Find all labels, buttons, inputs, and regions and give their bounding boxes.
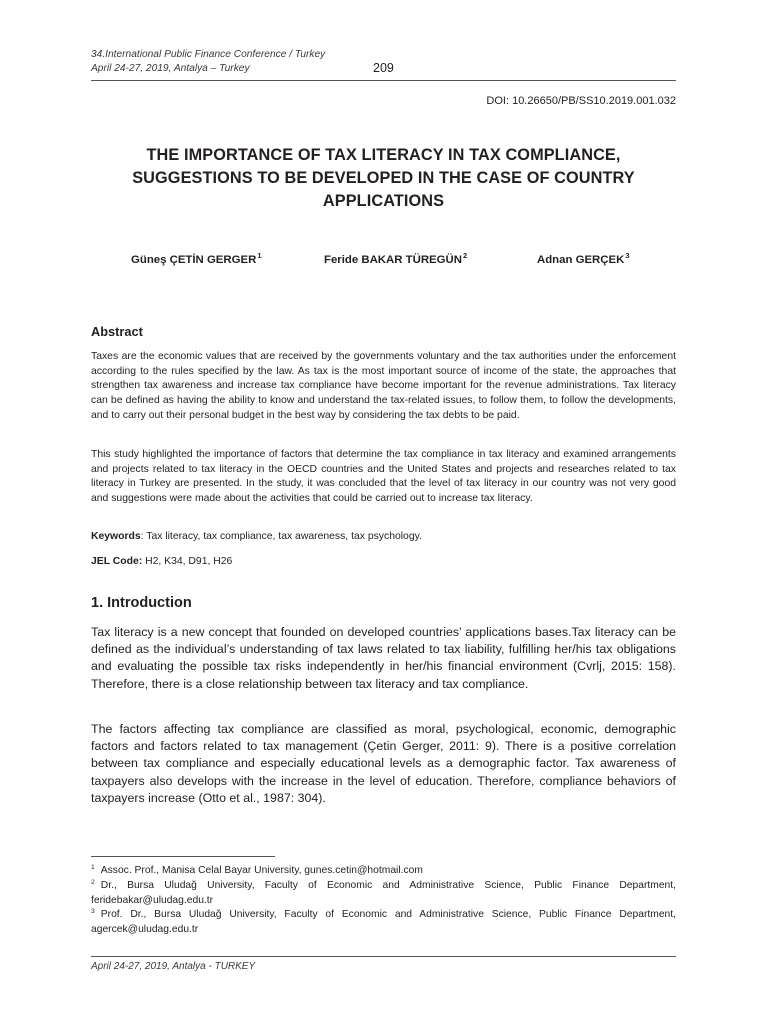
footnote-mark: 3 bbox=[91, 908, 95, 915]
paper-title: THE IMPORTANCE OF TAX LITERACY IN TAX COMPLIANCE, SUGGESTIONS TO BE DEVELOPED IN THE CASE OF COUNTRY APPLICATIONS bbox=[132, 146, 635, 210]
section-heading-introduction: 1. Introduction bbox=[91, 595, 192, 611]
abstract-paragraph: Taxes are the economic values that are received by the governments voluntary and the tax authorities under the enforcement according to the rules specified by the law. As tax is the most important source of income of the state, the approaches that strengthen tax awareness and increase tax compliance have become important for the revenue administrations. Tax literacy can be defined as having the ability to know and understand the tax-related issues, to follow them, to follow the developments, and to carry out their personal budget in the best way by considering the tax debts to be paid. bbox=[91, 351, 676, 421]
jel-codes bbox=[91, 556, 676, 567]
jel-label: JEL Code: bbox=[91, 556, 143, 567]
footer-divider bbox=[91, 956, 676, 957]
footnote-text: Prof. Dr., Bursa Uludağ University, Faculty of Economic and Administrative Science, Public Finance Department, agercek@uludag.edu.tr bbox=[91, 909, 676, 935]
author-2 bbox=[324, 251, 467, 266]
author-list bbox=[91, 251, 676, 269]
footnote-text: Assoc. Prof., Manisa Celal Bayar University, gunes.cetin@hotmail.com bbox=[100, 865, 423, 876]
footnote-2 bbox=[91, 876, 676, 908]
header-divider bbox=[91, 80, 676, 81]
keywords-label: Keywords bbox=[91, 531, 141, 542]
abstract-heading: Abstract bbox=[91, 324, 143, 339]
conference-name: 34.International Public Finance Conference / Turkey bbox=[91, 49, 326, 60]
body-paragraph: The factors affecting tax compliance are classified as moral, psychological, economic, demographic factors and factors related to tax management (Çetin Gerger, 2011: 9). There is a positive correlation between tax compliance and especially educational levels as a demographic factor. Tax awareness of taxpayers also develops with the increase in the level of education. Therefore, compliance behaviors of taxpayers increase (Otto et al., 1987: 304). bbox=[91, 722, 676, 805]
running-footer: April 24-27, 2019, Antalya - TURKEY bbox=[91, 961, 256, 972]
doi: DOI: 10.26650/PB/SS10.2019.001.032 bbox=[486, 95, 676, 107]
footnote-3 bbox=[91, 905, 676, 937]
conference-dates: April 24-27, 2019, Antalya – Turkey bbox=[91, 63, 250, 74]
author-1 bbox=[131, 251, 262, 266]
footnote-mark: 2 bbox=[91, 879, 95, 886]
footnote-divider bbox=[91, 856, 275, 857]
keywords bbox=[91, 531, 676, 542]
author-3 bbox=[537, 251, 630, 266]
running-header bbox=[91, 48, 325, 76]
author-name: Adnan GERÇEK bbox=[537, 254, 625, 266]
author-footnote-mark: 1 bbox=[257, 251, 262, 260]
author-name: Feride BAKAR TÜREGÜN bbox=[324, 254, 462, 266]
keywords-text: : Tax literacy, tax compliance, tax awareness, tax psychology. bbox=[140, 531, 422, 542]
body-paragraph: Tax literacy is a new concept that founded on developed countries’ applications bases.Tax literacy can be defined as the individual’s understanding of tax laws related to tax liability, fulfilling her/his tax obligations and evaluating the possible tax risks independently in her/his financial environment (Cvrlj, 2015: 158). Therefore, there is a close relationship between tax literacy and tax compliance. bbox=[91, 625, 676, 691]
jel-text: H2, K34, D91, H26 bbox=[142, 556, 233, 567]
author-footnote-mark: 2 bbox=[462, 251, 468, 260]
page-number: 209 bbox=[373, 61, 394, 75]
author-footnote-mark: 3 bbox=[625, 251, 630, 260]
author-name: Güneş ÇETİN GERGER bbox=[131, 254, 257, 266]
footnote-mark: 1 bbox=[91, 864, 95, 871]
footnote-text: Dr., Bursa Uludağ University, Faculty of Economic and Administrative Science, Public Finance Department, feridebakar@uludag.edu.tr bbox=[91, 880, 676, 906]
abstract-paragraph: This study highlighted the importance of factors that determine the tax compliance in tax literacy and examined arrangements and projects related to tax literacy in the OECD countries and the United States and projects and researches related to tax literacy in Turkey are presented. In the study, it was concluded that the level of tax literacy in our country was not very good and suggestions were made about the activities that could be carried out to increase tax literacy. bbox=[91, 449, 676, 505]
